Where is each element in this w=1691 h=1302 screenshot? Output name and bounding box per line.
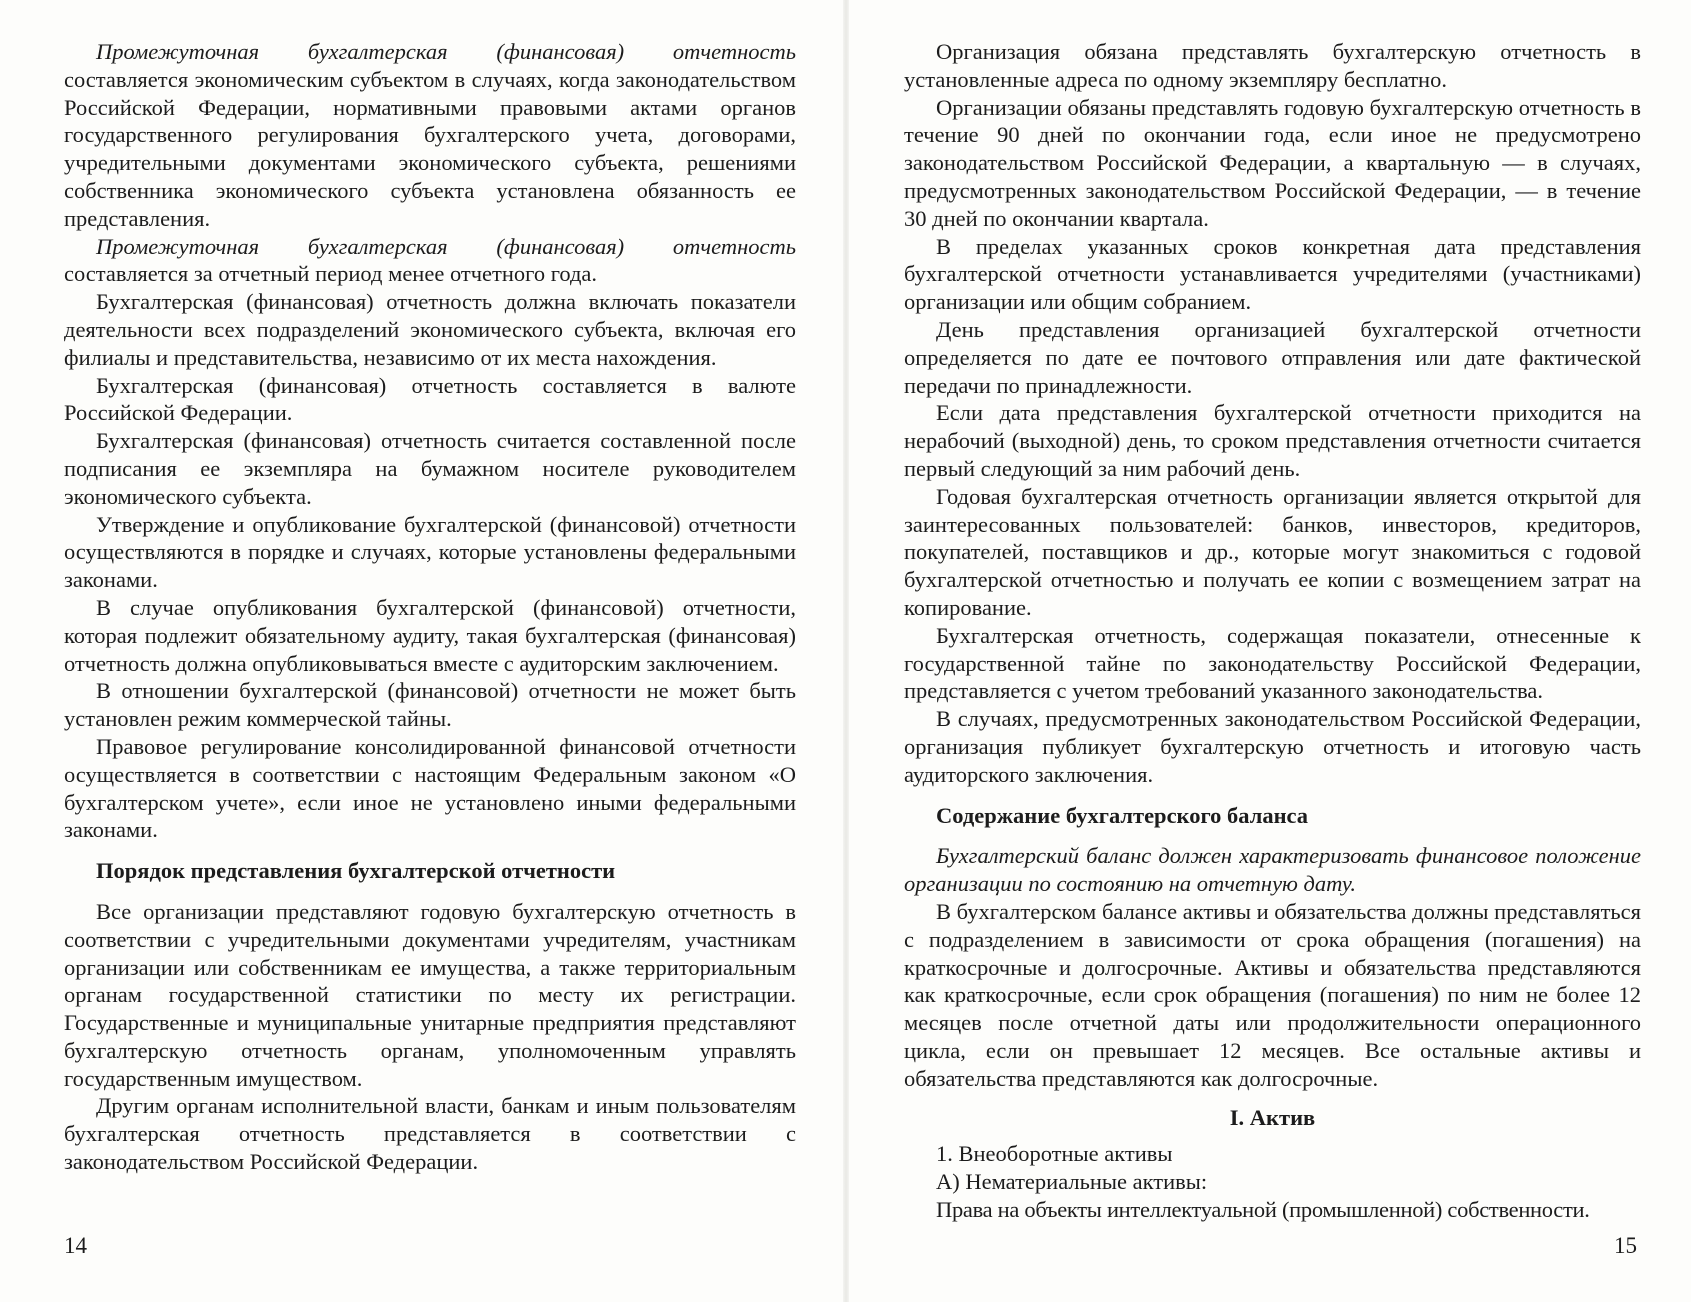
paragraph: Если дата представления бухгалтерской отчетности приходится на нерабочий (выходной) день, то сроком представления отчетности считается первый следующий за ним рабочий день. [904,400,1641,481]
paragraph: Промежуточная бухгалтерская (финансовая) отчетность составляется за отчетный период менее отчетного года. [64,233,796,287]
list-item: А) Нематериальные активы: [936,1169,1208,1195]
list-item: 1. Внеоборотные активы [936,1141,1173,1167]
paragraph: В случае опубликования бухгалтерской (финансовой) отчетности, которая подлежит обязательному аудиту, такая бухгалтерская (финансовая) отчетность должна опубликовываться вместе с аудиторским заключением. [64,594,796,676]
page-number-right: 15 [1614,1233,1637,1258]
page-number-left: 14 [64,1233,87,1258]
paragraph: В отношении бухгалтерской (финансовой) отчетности не может быть установлен режим коммерческой тайны. [64,678,796,732]
paragraph: Бухгалтерская (финансовая) отчетность считается составленной после подписания ее экземпляра на бумажном носителе руководителем экономического субъекта. [64,428,796,509]
right-page [904,38,1641,1224]
paragraph: Правовое регулирование консолидированной финансовой отчетности осуществляется в соответствии с настоящим Федеральным законом «О бухгалтерском учете», если иное не установлено иными федеральными законами. [64,733,796,843]
list-item: Права на объекты интеллектуальной (промышленной) собственности. [936,1196,1590,1222]
paragraph: Годовая бухгалтерская отчетность организации является открытой для заинтересованных пользователей: банков, инвесторов, кредиторов, покупателей, поставщиков и др., которые могут знакомиться с годовой бухгалтерской отчетностью и получать ее копии с возмещением затрат на копирование. [904,483,1641,620]
paragraph: Организации обязаны представлять годовую бухгалтерскую отчетность в течение 90 дней по окончании года, если иное не предусмотрено законодательством Российской Федерации, а квартальную — в случаях, предусмотренных законодательством Российской Федерации, — в течение 30 дней по окончании квартала. [904,94,1641,231]
paragraph: Бухгалтерская отчетность, содержащая показатели, отнесенные к государственной тайне по законодательству Российской Федерации, представляется с учетом требований указанного законодательства. [904,622,1641,704]
paragraph: Промежуточная бухгалтерская (финансовая) отчетность составляется экономическим субъектом в случаях, когда законодательством Российской Федерации, нормативными правовыми актами органов государственного регулирования бухгалтерского учета, договорами, учредительными документами экономического субъекта, решениями собственника экономического субъекта установлена обязанность ее представления. [64,39,796,231]
paragraph: В случаях, предусмотренных законодательством Российской Федерации, организация публикует бухгалтерскую отчетность и итоговую часть аудиторского заключения. [904,706,1641,787]
left-page [64,38,796,1176]
paragraph: Утверждение и опубликование бухгалтерской (финансовой) отчетности осуществляются в порядке и случаях, которые установлены федеральными законами. [64,511,796,593]
paragraph: Бухгалтерская (финансовая) отчетность должна включать показатели деятельности всех подразделений экономического субъекта, включая его филиалы и представительства, независимо от их места нахождения. [64,289,796,370]
subsection-heading: I. Актив [1229,1105,1316,1131]
book-gutter [843,0,849,1302]
section-heading: Порядок представления бухгалтерской отчетности [96,858,616,884]
paragraph: В бухгалтерском балансе активы и обязательства должны представляться с подразделением в зависимости от срока обращения (погашения) на краткосрочные и долгосрочные. Активы и обязательства представляются как краткосрочные, если срок обращения (погашения) по ним не более 12 месяцев после отчетной даты или продолжительности операционного цикла, если он превышает 12 месяцев. Все остальные активы и обязательства представляются как долгосрочные. [904,898,1641,1091]
paragraph: Все организации представляют годовую бухгалтерскую отчетность в соответствии с учредительными документами учредителям, участникам организации или собственникам ее имущества, а также территориальным органам государственной статистики по месту их регистрации. Государственные и муниципальные унитарные предприятия представляют бухгалтерскую отчетность органам, уполномоченным управлять государственным имуществом. [64,898,796,1091]
paragraph-italic: Бухгалтерский баланс должен характеризовать финансовое положение организации по состоянию на отчетную дату. [904,843,1641,897]
paragraph: Бухгалтерская (финансовая) отчетность составляется в валюте Российской Федерации. [64,372,796,426]
paragraph: В пределах указанных сроков конкретная дата представления бухгалтерской отчетности устанавливается учредителями (участниками) организации или общим собранием. [904,233,1641,315]
paragraph: Другим органам исполнительной власти, банкам и иным пользователям бухгалтерская отчетность представляется в соответствии с законодательством Российской Федерации. [64,1093,796,1175]
paragraph: День представления организацией бухгалтерской отчетности определяется по дате ее почтового отправления или дате фактической передачи по принадлежности. [904,316,1641,398]
paragraph: Организация обязана представлять бухгалтерскую отчетность в установленные адреса по одному экземпляру бесплатно. [904,39,1641,92]
section-heading: Содержание бухгалтерского баланса [936,802,1309,828]
